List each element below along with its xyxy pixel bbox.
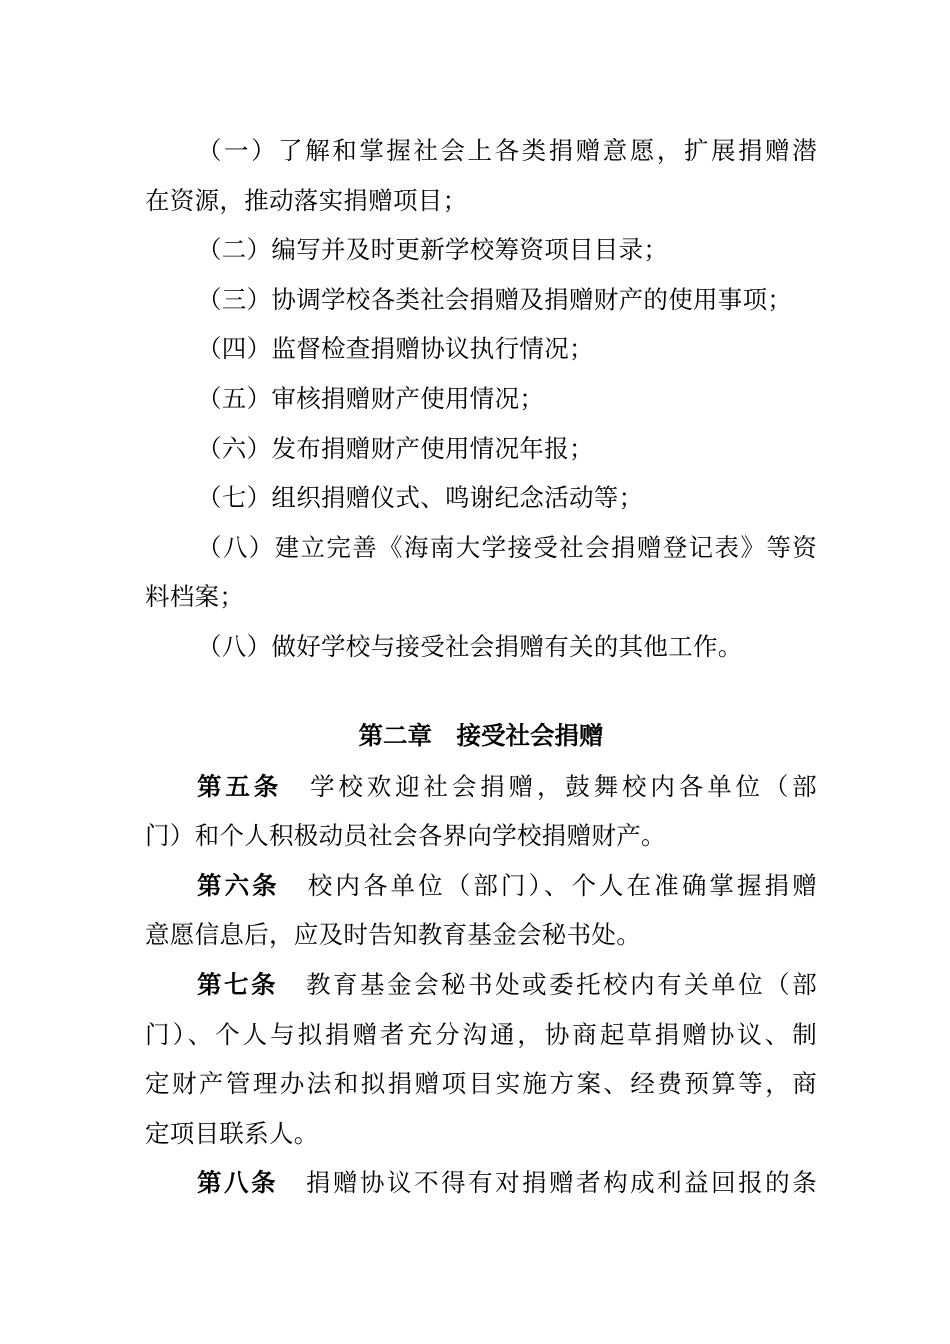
- article-6-line-2: 意愿信息后，应及时告知教育基金会秘书处。: [145, 920, 641, 950]
- article-6-label: 第六条: [197, 870, 280, 900]
- list-item-5: （五）审核捐赠财产使用情况；: [197, 383, 545, 413]
- article-8-first-line: [145, 1158, 817, 1208]
- section-gap: [145, 672, 817, 710]
- article-5-text: 学校欢迎社会捐赠，鼓舞校内各单位（部: [310, 771, 817, 801]
- article-6-text: 校内各单位（部门）、个人在准确掌握捐赠: [307, 870, 817, 900]
- article-7-line-4: 定项目联系人。: [145, 1118, 319, 1148]
- list-item-1-line-1: （一）了解和掌握社会上各类捐赠意愿，扩展捐赠潜: [197, 136, 817, 165]
- list-item-3: （三）协调学校各类社会捐赠及捐赠财产的使用事项；: [197, 284, 793, 314]
- list-item-9: （八）做好学校与接受社会捐赠有关的其他工作。: [197, 631, 743, 661]
- chapter-title: 第二章 接受社会捐赠: [358, 720, 604, 750]
- article-7-first-line: [145, 960, 817, 1010]
- article-5-line-2: 门）和个人积极动员社会各界向学校捐赠财产。: [145, 821, 666, 851]
- list-item-8-line-1: （八）建立完善《海南大学接受社会捐赠登记表》等资: [197, 532, 817, 562]
- list-item-7: （七）组织捐赠仪式、鸣谢纪念活动等；: [197, 483, 644, 513]
- list-item-1-line-2: 在资源，推动落实捐赠项目；: [145, 185, 468, 215]
- article-5-label: 第五条: [197, 771, 283, 801]
- article-5-first-line: [145, 762, 817, 812]
- list-item-4: （四）监督检查捐赠协议执行情况；: [197, 334, 594, 364]
- article-8-label: 第八条: [197, 1168, 279, 1198]
- article-7-line-3: 定财产管理办法和拟捐赠项目实施方案、经费预算等，商: [145, 1069, 817, 1099]
- article-6-first-line: [145, 861, 817, 911]
- list-item-2: （二）编写并及时更新学校筹资项目目录；: [197, 235, 669, 265]
- list-item-6: （六）发布捐赠财产使用情况年报；: [197, 433, 594, 463]
- document-page: [145, 126, 817, 1208]
- list-item-8-line-2: 料档案；: [145, 582, 245, 612]
- article-7-text: 教育基金会秘书处或委托校内有关单位（部: [306, 969, 817, 999]
- article-7-label: 第七条: [197, 969, 279, 999]
- article-8-text: 捐赠协议不得有对捐赠者构成利益回报的条: [306, 1168, 817, 1198]
- article-7-line-2: 门）、个人与拟捐赠者充分沟通，协商起草捐赠协议、制: [145, 1019, 817, 1049]
